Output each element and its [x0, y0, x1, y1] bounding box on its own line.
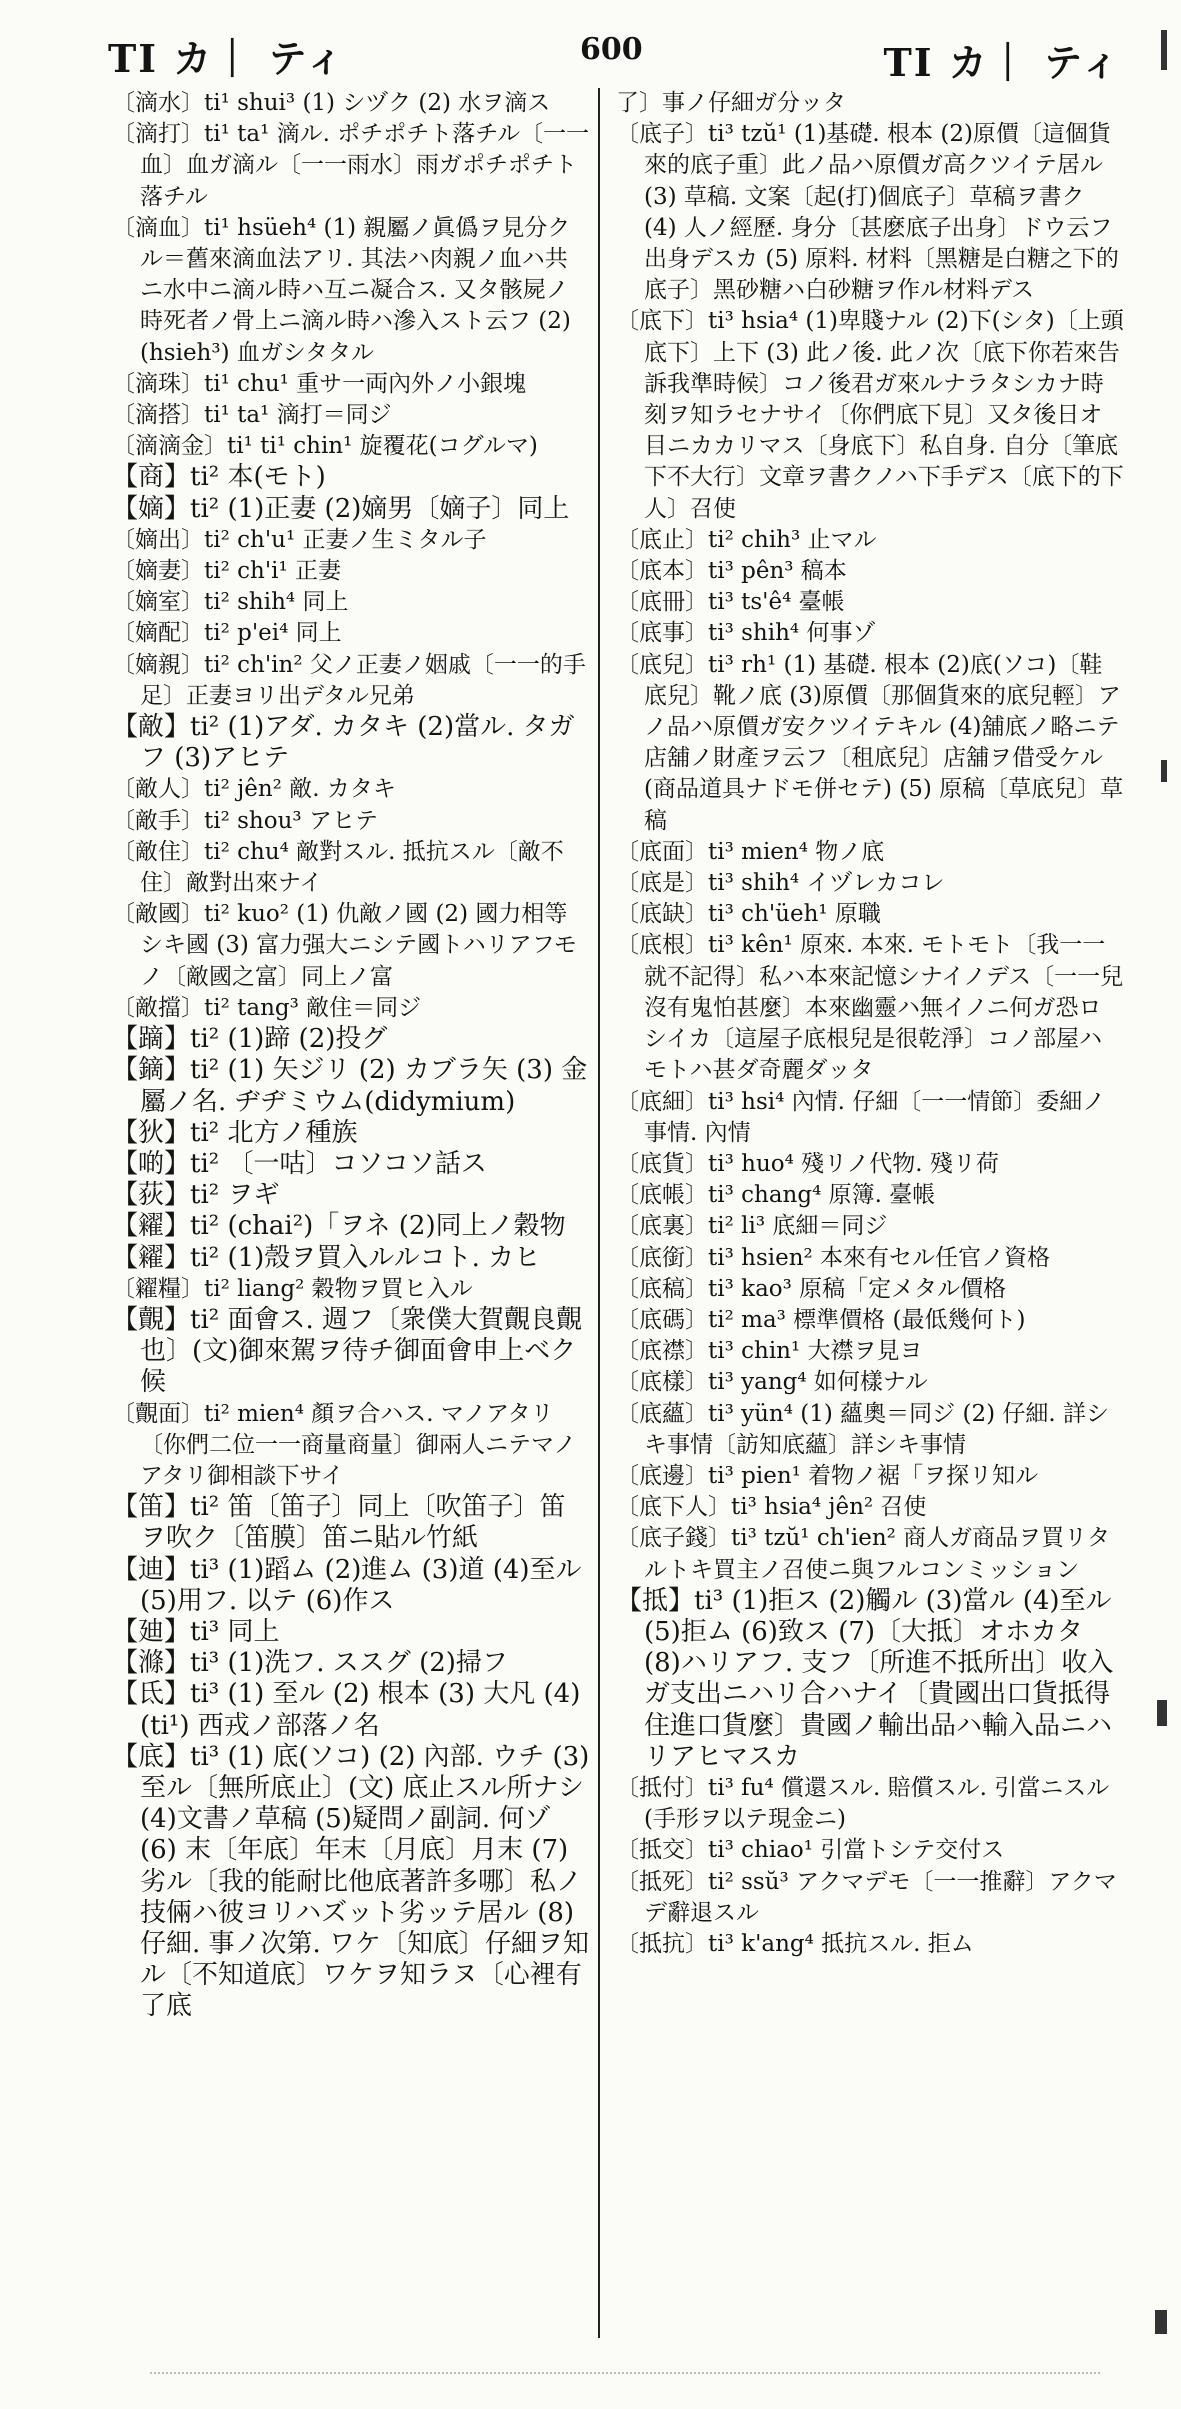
scan-edge-mark [1161, 30, 1167, 70]
headword-entry: 【覿】ti² 面會ス. 週フ〔衆僕大賀覿良覿也〕(文)御來駕ヲ待チ御面會申上ベク候 [112, 1304, 582, 1398]
entry: 了〕事ノ仔細ガ分ッタ [616, 90, 846, 116]
scan-edge-mark [1157, 1700, 1167, 1726]
headword-entry: 【蹢】ti² (1)蹄 (2)投グ [112, 1024, 388, 1055]
entry: 〔底碼〕ti² ma³ 標準價格 (最低幾何ト) [616, 1306, 1026, 1333]
entry: 〔敵手〕ti² shou³ アヒテ [112, 807, 378, 834]
right-column [616, 88, 1124, 1960]
headword-entry: 【啲】ti² 〔一咕〕コソコソ話ス [112, 1148, 487, 1179]
entry: 〔底下〕ti³ hsia⁴ (1)卑賤ナル (2)下(シタ)〔上頭底下〕上下 (3) 此ノ後. 此ノ次〔底下你若來告訴我準時候〕コノ後君ガ來ルナラタシカナ時刻ヲ知ラセナサイ〔你們底下見〕又タ後日オ目ニカカリマス〔身底下〕私自身. 自分〔筆底下不大行〕文章ヲ書クノハ下手デス〔底下的下人〕召使 [616, 308, 1124, 522]
entry: 〔底襟〕ti³ chin¹ 大襟ヲ見ヨ [616, 1338, 923, 1365]
headword-entry: 【糴】ti² (chai²)「ヲネ (2)同上ノ穀物 [112, 1211, 566, 1242]
entry: 〔嫡妻〕ti² ch'i¹ 正妻 [112, 558, 342, 585]
headword-entry: 【敵】ti² (1)アダ. カタキ (2)當ル. タガフ (3)アヒテ [112, 712, 575, 774]
headword-entry: 【抵】ti³ (1)拒ス (2)觸ル (3)當ル (4)至ル (5)拒ム (6)致ス (7)〔大抵〕オホカタ (8)ハリアフ. 支フ〔所進不抵所出〕收入ガ支出ニハリ合ハナイ〔貴國出口貨抵得住進口貨麼〕貴國ノ輸出品ハ輸入品ニハリアヒマスカ [616, 1585, 1114, 1772]
entry: 〔滴打〕ti¹ ta¹ 滴ル. ポチポチト落チル〔一一血〕血ガ滴ル〔一一雨水〕雨ガポチポチト落チル [112, 121, 590, 210]
entry: 〔底缺〕ti³ ch'üeh¹ 原職 [616, 901, 881, 928]
entry: 〔嫡出〕ti² ch'u¹ 正妻ノ生ミタル子 [112, 526, 487, 553]
entry: 〔底細〕ti³ hsi⁴ 內情. 仔細〔一一情節〕委細ノ事情. 內情 [616, 1088, 1106, 1146]
entry: 〔底止〕ti² chih³ 止マル [616, 526, 877, 553]
entry: 〔抵死〕ti² ssŭ³ アクマデモ〔一一推辭〕アクマデ辭退スル [616, 1868, 1117, 1926]
header-left-guide: TI カ｜ ティ [108, 36, 346, 81]
scan-edge-mark [1161, 760, 1167, 782]
headword-entry: 【糴】ti² (1)殼ヲ買入ルルコト. カヒ [112, 1242, 541, 1273]
entry: 〔嫡配〕ti² p'ei⁴ 同上 [112, 620, 342, 647]
entry: 〔底蘊〕ti³ yün⁴ (1) 蘊奧＝同ジ (2) 仔細. 詳シキ事情〔訪知底蘊〕詳シキ事情 [616, 1400, 1109, 1458]
page-number: 600 [580, 32, 643, 67]
entry: 〔滴珠〕ti¹ chu¹ 重サ一両內外ノ小銀塊 [112, 370, 527, 397]
entry: 〔嫡室〕ti² shih⁴ 同上 [112, 589, 349, 616]
entry: 〔抵付〕ti³ fu⁴ 償還スル. 賠償スル. 引當ニスル(手形ヲ以テ現金ニ) [616, 1774, 1110, 1833]
headword-entry: 【底】ti³ (1) 底(ソコ) (2) 內部. ウチ (3) 至ル〔無所底止〕(文) 底止スル所ナシ (4)文書ノ草稿 (5)疑問ノ副詞. 何ゾ (6) 末〔年底〕年末〔月底〕月末 (7)劣ル〔我的能耐比他底著許多哪〕私ノ技倆ハ彼ヨリハズット劣ッテ居ル (8) 仔細. 事ノ次第. ワケ〔知底〕仔細ヲ知ル〔不知道底〕ワケヲ知ラヌ〔心裡有了底 [112, 1741, 590, 2022]
headword-entry: 【狄】ti² 北方ノ種族 [112, 1117, 358, 1148]
entry: 〔底冊〕ti³ ts'ê⁴ 臺帳 [616, 589, 845, 616]
headword-entry: 【荻】ti² ヲギ [112, 1180, 280, 1211]
headword-entry: 【鏑】ti² (1) 矢ジリ (2) カブラ矢 (3) 金屬ノ名. ヂヂミウム(didymium) [112, 1055, 588, 1117]
entry: 〔敵住〕ti² chu⁴ 敵對スル. 抵抗スル〔敵不住〕敵對出來ナイ [112, 838, 564, 897]
entry: 〔敵國〕ti² kuo² (1) 仇敵ノ國 (2) 國力相等シキ國 (3) 富力强大ニシテ國トハリアフモノ〔敵國之富〕同上ノ富 [112, 901, 577, 990]
header-right-guide: TI カ｜ ティ [883, 40, 1121, 85]
entry: 〔底子錢〕ti³ tzŭ¹ ch'ien² 商人ガ商品ヲ買リタルトキ買主ノ召使ニ與フルコンミッション [616, 1525, 1111, 1583]
headword-entry: 【嫡】ti² (1)正妻 (2)嫡男〔嫡子〕同上 [112, 493, 570, 524]
entry: 〔底面〕ti³ mien⁴ 物ノ底 [616, 838, 885, 865]
scan-bottom-noise [150, 2372, 1100, 2376]
entry: 〔糴糧〕ti² liang² 穀物ヲ買ヒ入ル [112, 1275, 473, 1302]
page-header [0, 18, 1181, 88]
entry: 〔底根〕ti³ kên¹ 原來. 本來. モトモト〔我一一就不記得〕私ハ本來記憶シナイノデス〔一一兒沒有鬼怕甚麼〕本來幽靈ハ無イノニ何ガ恐ロシイカ〔這屋子底根兒是很乾淨〕コノ部屋ハモトハ甚ダ奇麗ダッタ [616, 932, 1124, 1084]
entry: 〔抵交〕ti³ chiao¹ 引當トシテ交付ス [616, 1837, 1005, 1864]
entry: 〔底是〕ti³ shih⁴ イヅレカコレ [616, 870, 945, 897]
entry: 〔底子〕ti³ tzŭ¹ (1)基礎. 根本 (2)原價〔這個貨來的底子重〕此ノ品ハ原價ガ高クツイテ居ル (3) 草稿. 文案〔起(打)個底子〕草稿ヲ書ク (4) 人ノ經歷. 身分〔甚麽底子出身〕ドウ云フ出身デスカ (5) 原料. 材料〔黑糖是白糖之下的底子〕黑砂糖ハ白砂糖ヲ作ル材料デス [616, 121, 1119, 304]
scan-edge-mark [1155, 2310, 1167, 2334]
entry: 〔底貨〕ti³ huo⁴ 殘リノ代物. 殘リ荷 [616, 1150, 999, 1177]
entry: 〔滴滴金〕ti¹ ti¹ chin¹ 旋覆花(コグルマ) [112, 433, 538, 460]
headword-entry: 【滌】ti³ (1)洗フ. ススグ (2)掃フ [112, 1648, 508, 1679]
entry: 〔底邊〕ti³ pien¹ 着物ノ裾「ヲ探リ知ル [616, 1462, 1039, 1489]
headword-entry: 【商】ti² 本(モト) [112, 462, 326, 493]
entry: 〔抵抗〕ti³ k'ang⁴ 抵抗スル. 拒ム [616, 1930, 974, 1957]
entry: 〔底事〕ti³ shih⁴ 何事ゾ [616, 620, 876, 647]
entry: 〔滴水〕ti¹ shui³ (1) シヅク (2) 水ヲ滴ス [112, 90, 551, 116]
entry: 〔敵人〕ti² jên² 敵. カタキ [112, 776, 396, 803]
entry: 〔嫡親〕ti² ch'in² 父ノ正妻ノ姻戚〔一一的手足〕正妻ヨリ出デタル兄弟 [112, 651, 586, 709]
entry: 〔底樣〕ti³ yang⁴ 如何樣ナル [616, 1369, 928, 1396]
entry: 〔底裏〕ti² li³ 底細＝同ジ [616, 1213, 888, 1240]
entry: 〔覿面〕ti² mien⁴ 顏ヲ合ハス. マノアタリ〔你們二位一一商量商量〕御兩人ニテマノアタリ御相談下サイ [112, 1400, 577, 1489]
entry: 〔底本〕ti³ pên³ 稿本 [616, 558, 847, 585]
column-divider [598, 88, 600, 2338]
entry: 〔底帳〕ti³ chang⁴ 原簿. 臺帳 [616, 1182, 936, 1209]
headword-entry: 【笛】ti² 笛〔笛子〕同上〔吹笛子〕笛ヲ吹ク〔笛膜〕笛ニ貼ル竹紙 [112, 1492, 566, 1554]
entry: 〔底下人〕ti³ hsia⁴ jên² 召使 [616, 1494, 927, 1521]
entry: 〔滴血〕ti¹ hsüeh⁴ (1) 親屬ノ眞僞ヲ見分クル＝舊來滴血法アリ. 其法ハ肉親ノ血ハ共ニ水中ニ滴ル時ハ互ニ凝合ス. 又タ骸屍ノ時死者ノ骨上ニ滴ル時ハ滲入スト云フ (2)(hsieh³) 血ガシタタル [112, 214, 571, 366]
headword-entry: 【迪】ti³ (1)蹈ム (2)進ム (3)道 (4)至ル (5)用フ. 以テ (6)作ス [112, 1554, 582, 1616]
entry: 〔底稿〕ti³ kao³ 原稿「定メタル價格 [616, 1275, 1007, 1302]
headword-entry: 【氐】ti³ (1) 至ル (2) 根本 (3) 大凡 (4)(ti¹) 西戎ノ部落ノ名 [112, 1679, 581, 1741]
left-column [112, 88, 590, 2023]
entry: 〔滴搭〕ti¹ ta¹ 滴打＝同ジ [112, 402, 392, 429]
entry: 〔敵擋〕ti² tang³ 敵住＝同ジ [112, 994, 422, 1021]
entry: 〔底兒〕ti³ rh¹ (1) 基礎. 根本 (2)底(ソコ)〔鞋底兒〕靴ノ底 (3)原價〔那個貨來的底兒輕〕アノ品ハ原價ガ安クツイテキル (4)舖底ノ略ニテ店舖ノ財產ヲ云フ〔租底兒〕店舖ヲ借受ケル(商品道具ナドモ併セテ) (5) 原稿〔草底兒〕草稿 [616, 651, 1124, 834]
entry: 〔底銜〕ti³ hsien² 本來有セル任官ノ資格 [616, 1244, 1051, 1271]
headword-entry: 【廸】ti³ 同上 [112, 1616, 280, 1647]
